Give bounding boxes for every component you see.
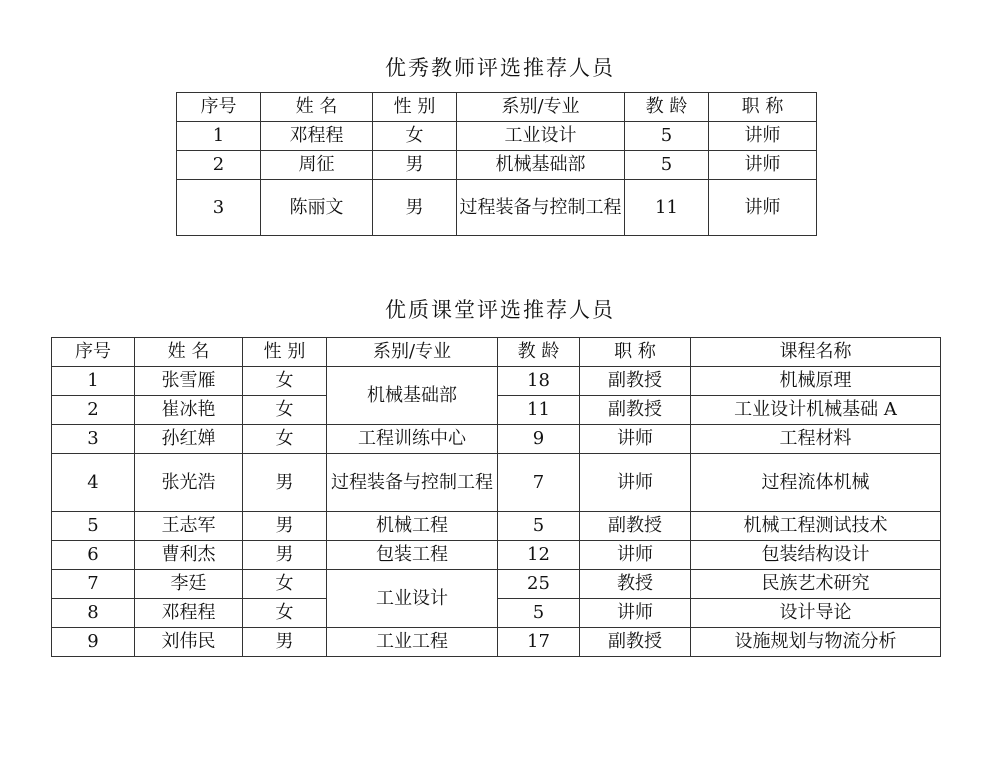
course-table [51, 337, 941, 657]
cell-gender: 男 [373, 180, 457, 236]
cell-name: 王志军 [135, 512, 243, 541]
course-section-title: 优质课堂评选推荐人员 [385, 298, 615, 322]
cell-gender: 男 [373, 151, 457, 180]
table-row [52, 541, 941, 570]
cell-gender: 男 [243, 512, 327, 541]
cell-no: 4 [52, 454, 135, 512]
cell-name: 崔冰艳 [135, 396, 243, 425]
header-cell-name: 姓 名 [135, 338, 243, 367]
cell-course: 设计导论 [691, 599, 941, 628]
cell-name: 陈丽文 [261, 180, 373, 236]
cell-rank: 讲师 [709, 180, 817, 236]
cell-name: 张雪雁 [135, 367, 243, 396]
cell-years: 5 [498, 512, 580, 541]
cell-course: 机械工程测试技术 [691, 512, 941, 541]
cell-dept: 机械工程 [327, 512, 498, 541]
cell-rank: 讲师 [580, 541, 691, 570]
header-cell-dept: 系别/专业 [457, 93, 625, 122]
header-cell-years: 教 龄 [625, 93, 709, 122]
table-header-row [177, 93, 817, 122]
cell-years: 18 [498, 367, 580, 396]
cell-rank: 讲师 [580, 599, 691, 628]
cell-rank: 副教授 [580, 512, 691, 541]
header-cell-no: 序号 [177, 93, 261, 122]
cell-years: 5 [625, 151, 709, 180]
cell-no: 6 [52, 541, 135, 570]
header-cell-rank: 职 称 [580, 338, 691, 367]
cell-years: 11 [625, 180, 709, 236]
cell-years: 12 [498, 541, 580, 570]
header-cell-years: 教 龄 [498, 338, 580, 367]
cell-no: 3 [177, 180, 261, 236]
cell-gender: 女 [243, 396, 327, 425]
cell-gender: 女 [243, 425, 327, 454]
cell-dept: 包装工程 [327, 541, 498, 570]
table-row [52, 628, 941, 657]
cell-years: 5 [498, 599, 580, 628]
cell-no: 3 [52, 425, 135, 454]
teacher-section-title: 优秀教师评选推荐人员 [385, 56, 615, 80]
cell-years: 7 [498, 454, 580, 512]
cell-rank: 副教授 [580, 367, 691, 396]
cell-course: 工业设计机械基础 A [691, 396, 941, 425]
cell-no: 2 [52, 396, 135, 425]
teacher-table [176, 92, 817, 236]
cell-name: 孙红婵 [135, 425, 243, 454]
cell-years: 17 [498, 628, 580, 657]
cell-gender: 女 [373, 122, 457, 151]
cell-rank: 副教授 [580, 628, 691, 657]
table-row [177, 151, 817, 180]
cell-gender: 男 [243, 628, 327, 657]
cell-no: 1 [177, 122, 261, 151]
cell-no: 7 [52, 570, 135, 599]
cell-dept: 工业设计 [457, 122, 625, 151]
table-row [52, 425, 941, 454]
table-row [52, 570, 941, 599]
cell-rank: 讲师 [709, 151, 817, 180]
header-cell-name: 姓 名 [261, 93, 373, 122]
cell-no: 5 [52, 512, 135, 541]
cell-dept: 工业工程 [327, 628, 498, 657]
table-row [177, 122, 817, 151]
cell-years: 25 [498, 570, 580, 599]
cell-dept: 机械基础部 [457, 151, 625, 180]
cell-dept: 工业设计 [327, 570, 498, 628]
cell-name: 周征 [261, 151, 373, 180]
cell-dept: 过程装备与控制工程 [457, 180, 625, 236]
cell-dept: 工程训练中心 [327, 425, 498, 454]
cell-name: 邓程程 [261, 122, 373, 151]
cell-rank: 教授 [580, 570, 691, 599]
cell-course: 设施规划与物流分析 [691, 628, 941, 657]
cell-rank: 副教授 [580, 396, 691, 425]
cell-dept: 机械基础部 [327, 367, 498, 425]
cell-name: 李廷 [135, 570, 243, 599]
cell-no: 8 [52, 599, 135, 628]
cell-gender: 男 [243, 541, 327, 570]
header-cell-gender: 性 别 [373, 93, 457, 122]
cell-name: 张光浩 [135, 454, 243, 512]
table-row [52, 512, 941, 541]
cell-name: 刘伟民 [135, 628, 243, 657]
header-cell-no: 序号 [52, 338, 135, 367]
table-row [52, 367, 941, 396]
cell-years: 11 [498, 396, 580, 425]
cell-no: 9 [52, 628, 135, 657]
header-cell-rank: 职 称 [709, 93, 817, 122]
cell-years: 5 [625, 122, 709, 151]
cell-course: 过程流体机械 [691, 454, 941, 512]
table-row [177, 180, 817, 236]
cell-years: 9 [498, 425, 580, 454]
header-cell-dept: 系别/专业 [327, 338, 498, 367]
table-header-row [52, 338, 941, 367]
cell-no: 2 [177, 151, 261, 180]
header-cell-gender: 性 别 [243, 338, 327, 367]
table-row [52, 454, 941, 512]
cell-rank: 讲师 [580, 454, 691, 512]
cell-course: 包装结构设计 [691, 541, 941, 570]
cell-rank: 讲师 [580, 425, 691, 454]
cell-course: 机械原理 [691, 367, 941, 396]
cell-course: 工程材料 [691, 425, 941, 454]
cell-gender: 女 [243, 599, 327, 628]
cell-dept: 过程装备与控制工程 [327, 454, 498, 512]
cell-rank: 讲师 [709, 122, 817, 151]
cell-gender: 女 [243, 570, 327, 599]
cell-gender: 女 [243, 367, 327, 396]
cell-gender: 男 [243, 454, 327, 512]
cell-name: 邓程程 [135, 599, 243, 628]
header-cell-course: 课程名称 [691, 338, 941, 367]
cell-name: 曹利杰 [135, 541, 243, 570]
cell-course: 民族艺术研究 [691, 570, 941, 599]
cell-no: 1 [52, 367, 135, 396]
